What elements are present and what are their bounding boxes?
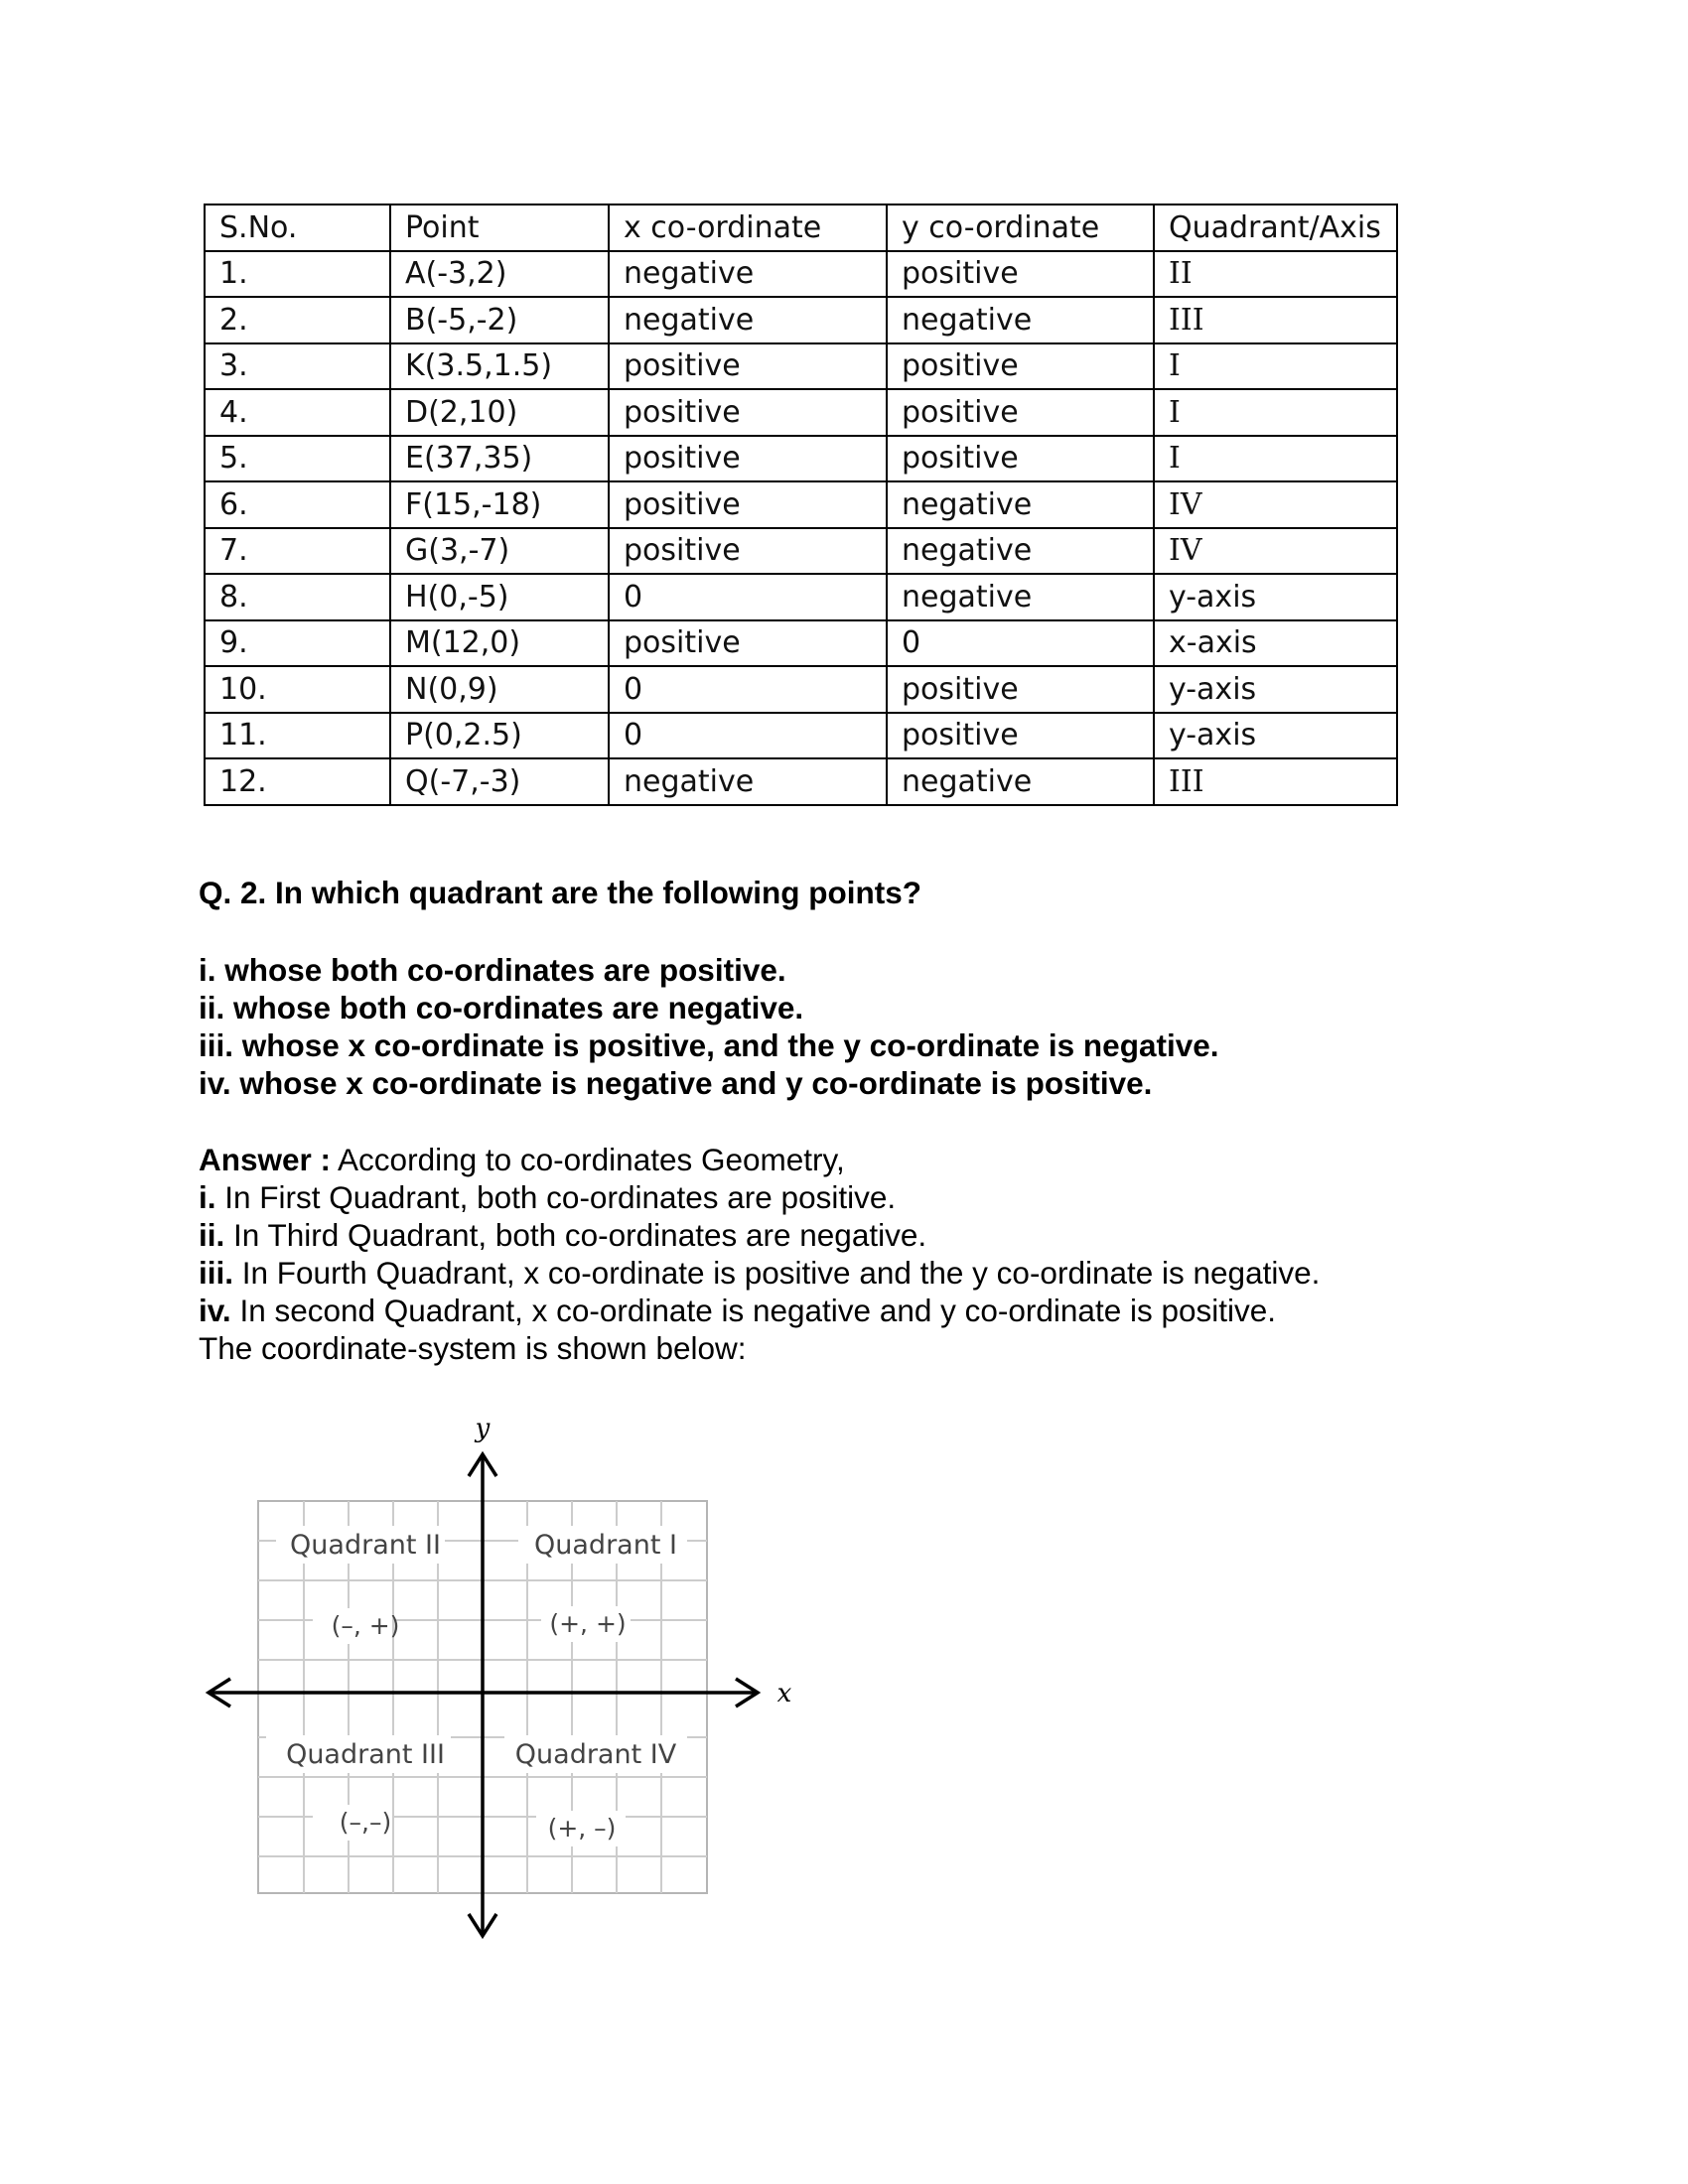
- table-header-row: [205, 205, 1397, 251]
- cell-x: 0: [609, 666, 887, 713]
- header-point: Point: [390, 205, 609, 251]
- cell-point: H(0,-5): [390, 574, 609, 620]
- header-y: y co-ordinate: [887, 205, 1154, 251]
- table-row: [205, 528, 1397, 575]
- question-items: [199, 951, 1489, 1102]
- cell-sno: 4.: [205, 389, 390, 436]
- cell-x: positive: [609, 343, 887, 390]
- answer-label: Answer :: [199, 1142, 332, 1177]
- table-row: [205, 436, 1397, 482]
- cell-quadrant: x-axis: [1154, 620, 1397, 667]
- answer-item: [199, 1216, 1489, 1254]
- table-row: [205, 481, 1397, 528]
- answer-item-text: In second Quadrant, x co-ordinate is negative and y co-ordinate is positive.: [230, 1293, 1277, 1328]
- answer-item-text: In First Quadrant, both co-ordinates are positive.: [215, 1179, 897, 1215]
- cell-sno: 10.: [205, 666, 390, 713]
- cell-x: negative: [609, 251, 887, 298]
- question-item: i. whose both co-ordinates are positive.: [199, 952, 786, 988]
- cell-y: negative: [887, 528, 1154, 575]
- table-row: [205, 574, 1397, 620]
- cell-quadrant: y-axis: [1154, 713, 1397, 759]
- table-row: [205, 713, 1397, 759]
- cell-y: negative: [887, 758, 1154, 805]
- cell-point: K(3.5,1.5): [390, 343, 609, 390]
- cell-x: 0: [609, 713, 887, 759]
- cell-point: B(-5,-2): [390, 297, 609, 343]
- cell-point: M(12,0): [390, 620, 609, 667]
- coordinate-table: [204, 204, 1398, 806]
- quadrant-3-sign: (–,–): [339, 1808, 392, 1837]
- cell-quadrant: III: [1154, 758, 1397, 805]
- y-axis-label: y: [475, 1414, 491, 1443]
- cell-y: negative: [887, 481, 1154, 528]
- cell-sno: 6.: [205, 481, 390, 528]
- cell-sno: 7.: [205, 528, 390, 575]
- cell-sno: 11.: [205, 713, 390, 759]
- cell-quadrant: I: [1154, 343, 1397, 390]
- x-axis-label: x: [776, 1679, 792, 1708]
- cell-y: positive: [887, 666, 1154, 713]
- cell-point: F(15,-18): [390, 481, 609, 528]
- cell-x: positive: [609, 528, 887, 575]
- table-row: [205, 389, 1397, 436]
- quadrant-3-label: Quadrant III: [286, 1739, 445, 1770]
- question-item: iv. whose x co-ordinate is negative and y co-ordinate is positive.: [199, 1065, 1153, 1101]
- header-sno: S.No.: [205, 205, 390, 251]
- cell-sno: 3.: [205, 343, 390, 390]
- table-row: [205, 297, 1397, 343]
- cell-sno: 8.: [205, 574, 390, 620]
- cell-point: Q(-7,-3): [390, 758, 609, 805]
- cell-x: positive: [609, 436, 887, 482]
- table-row: [205, 758, 1397, 805]
- answer-item-text: In Third Quadrant, both co-ordinates are negative.: [224, 1217, 927, 1253]
- answer-intro-text: According to co-ordinates Geometry,: [331, 1142, 845, 1177]
- answer-item-text: In Fourth Quadrant, x co-ordinate is positive and the y co-ordinate is negative.: [233, 1255, 1321, 1291]
- cell-y: positive: [887, 251, 1154, 298]
- cell-sno: 2.: [205, 297, 390, 343]
- header-quadrant: Quadrant/Axis: [1154, 205, 1397, 251]
- answer-item-num: ii.: [199, 1217, 225, 1253]
- cell-point: G(3,-7): [390, 528, 609, 575]
- cell-y: positive: [887, 389, 1154, 436]
- cell-quadrant: III: [1154, 297, 1397, 343]
- answer-item: [199, 1254, 1489, 1292]
- cell-x: positive: [609, 481, 887, 528]
- question-item: ii. whose both co-ordinates are negative.: [199, 990, 804, 1025]
- cell-quadrant: I: [1154, 389, 1397, 436]
- answer-block: [199, 1141, 1489, 1367]
- cell-y: positive: [887, 436, 1154, 482]
- cell-y: negative: [887, 574, 1154, 620]
- cell-quadrant: y-axis: [1154, 666, 1397, 713]
- cell-point: P(0,2.5): [390, 713, 609, 759]
- answer-item: [199, 1178, 1489, 1216]
- quadrant-2-sign: (–, +): [331, 1611, 400, 1640]
- answer-closing: The coordinate-system is shown below:: [199, 1330, 747, 1366]
- cell-x: negative: [609, 758, 887, 805]
- question-title: Q. 2. In which quadrant are the following points?: [199, 875, 922, 910]
- cell-y: positive: [887, 343, 1154, 390]
- cell-quadrant: II: [1154, 251, 1397, 298]
- header-x: x co-ordinate: [609, 205, 887, 251]
- cell-quadrant: I: [1154, 436, 1397, 482]
- cell-sno: 12.: [205, 758, 390, 805]
- cell-point: E(37,35): [390, 436, 609, 482]
- cell-quadrant: IV: [1154, 481, 1397, 528]
- cell-y: negative: [887, 297, 1154, 343]
- cell-sno: 9.: [205, 620, 390, 667]
- table-row: [205, 343, 1397, 390]
- table-row: [205, 251, 1397, 298]
- question-heading: [199, 874, 1489, 911]
- quadrant-1-label: Quadrant I: [534, 1530, 677, 1561]
- quadrant-diagram: [199, 1405, 834, 1961]
- table-row: [205, 620, 1397, 667]
- answer-item: [199, 1292, 1489, 1329]
- cell-x: positive: [609, 620, 887, 667]
- question-item: iii. whose x co-ordinate is positive, and the y co-ordinate is negative.: [199, 1027, 1219, 1063]
- cell-quadrant: IV: [1154, 528, 1397, 575]
- cell-sno: 5.: [205, 436, 390, 482]
- table-row: [205, 666, 1397, 713]
- cell-point: A(-3,2): [390, 251, 609, 298]
- cell-x: 0: [609, 574, 887, 620]
- answer-item-num: iii.: [199, 1255, 234, 1291]
- answer-item-num: i.: [199, 1179, 216, 1215]
- cell-y: positive: [887, 713, 1154, 759]
- cell-y: 0: [887, 620, 1154, 667]
- cell-point: D(2,10): [390, 389, 609, 436]
- quadrant-2-label: Quadrant II: [290, 1530, 441, 1561]
- answer-item-num: iv.: [199, 1293, 231, 1328]
- cell-x: positive: [609, 389, 887, 436]
- cell-quadrant: y-axis: [1154, 574, 1397, 620]
- quadrant-4-sign: (+, –): [547, 1814, 617, 1843]
- quadrant-4-label: Quadrant IV: [514, 1739, 677, 1770]
- quadrant-1-sign: (+, +): [549, 1609, 627, 1638]
- cell-point: N(0,9): [390, 666, 609, 713]
- cell-x: negative: [609, 297, 887, 343]
- answer-intro: [199, 1141, 1489, 1178]
- cell-sno: 1.: [205, 251, 390, 298]
